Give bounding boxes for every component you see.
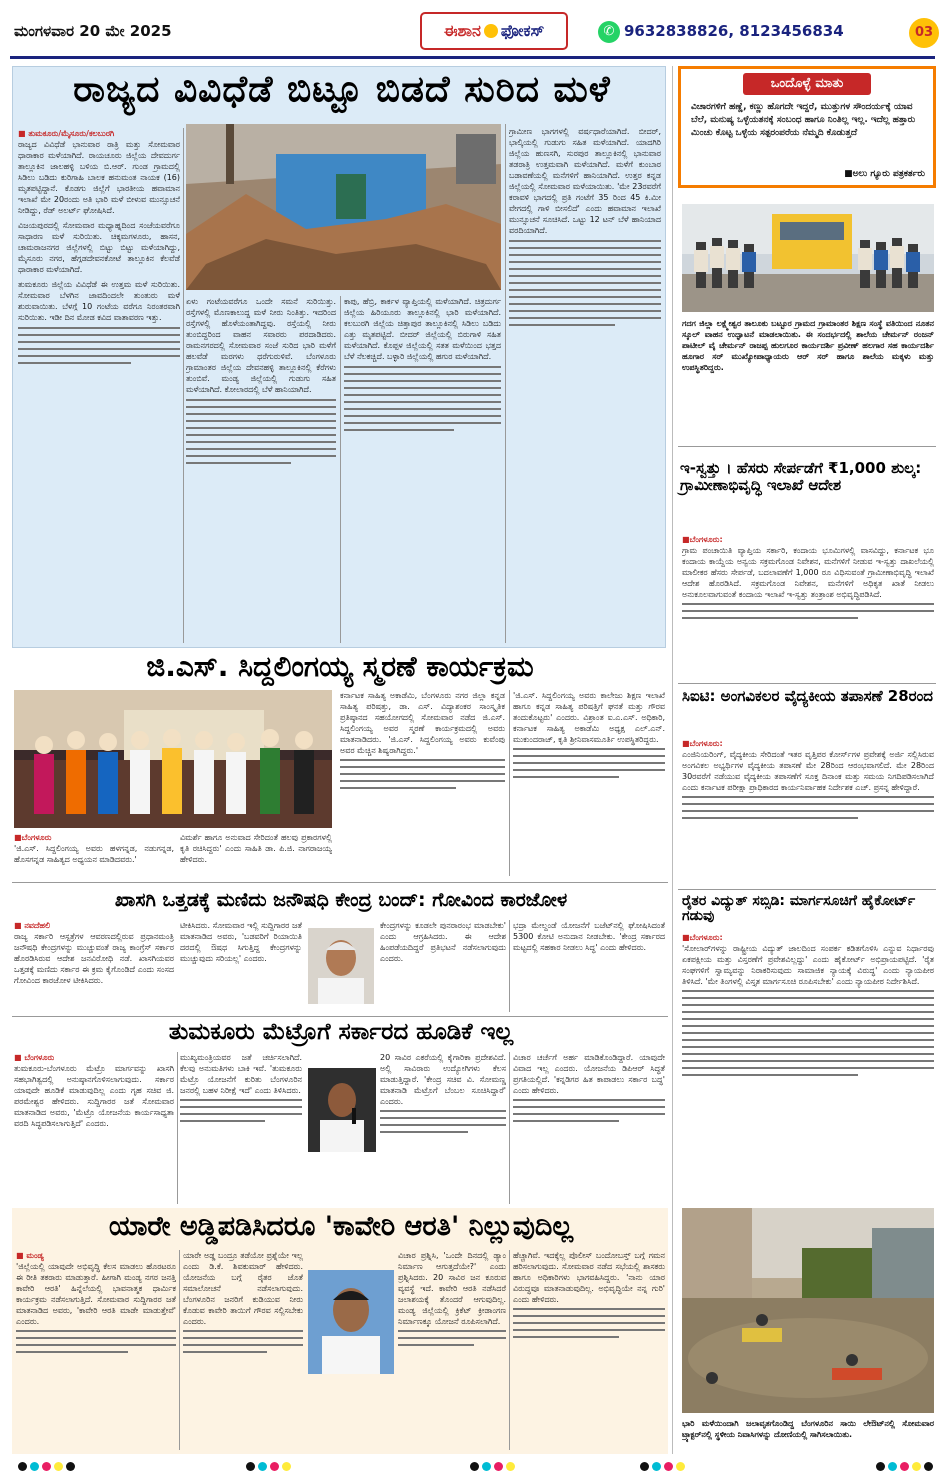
metro-col2: [180, 1052, 302, 1204]
newspaper-logo[interactable]: [420, 12, 568, 50]
lead-col2-text: ಏಳು ಗಂಟೆಯವರೆಗೂ ಒಂದೇ ಸಮನೆ ಸುರಿಯಿತ್ತು. ರಸ್ತೆಗಳಲ್ಲಿ ಮೊಣಕಾಲುದ್ದ ಮಳೆ ನೀರು ನಿಂತಿತ್ತು. ಇದರಿಂದ ರಸ್ತೆಗಳಲ್ಲಿ ಹೊಳೆಯಂತಾಗಿದ್ದವು. ರಸ್ತೆಯಲ್ಲಿ ನೀರು ತುಂಬಿದ್ದರಿಂದ ವಾಹನ ಸವಾರರು ಪರದಾಡಿದರು. ರಾಮನಗರದಲ್ಲಿ ಸೋಮವಾರ ಸಂಜೆ ಸುರಿದ ಭಾರಿ ಮಳೆಗೆ ಹಲವೆಡೆ ಮರಗಳು ಧರೆಗುರುಳಿವೆ. ಬೆಂಗಳೂರು ಗ್ರಾಮಾಂತರ ಜಿಲ್ಲೆಯ ದೇವನಹಳ್ಳಿ ತಾಲ್ಲೂಕಿನಲ್ಲಿ ಕೆರೆಗಳು ತುಂಬಿವೆ. ಮಂಡ್ಯ ಜಿಲ್ಲೆಯಲ್ಲಿ ಗುಡುಗು ಸಹಿತ ಮಳೆಯಾಗಿದೆ. ಕೋಲಾರದಲ್ಲಿ ಬೆಳೆ ಹಾನಿಯಾಗಿದೆ.: [186, 297, 336, 394]
siddalingaiah-col4-text: 'ಜಿ.ಎಸ್. ಸಿದ್ದಲಿಂಗಯ್ಯ ಅವರು ಕಾಲೇಜು ಶಿಕ್ಷಣ ಇಲಾಖೆ ಹಾಗೂ ಕನ್ನಡ ಸಾಹಿತ್ಯ ಪರಿಷತ್ತಿಗೆ ಘನತೆ ಮತ್ತು ಗೌರವ ತಂದುಕೊಟ್ಟರು' ಎಂದರು. ವಿಶ್ರಾಂತ ಐ.ಎ.ಎಸ್. ಅಧಿಕಾರಿ, ಕರ್ನಾಟಕ ಸಾಹಿತ್ಯ ಅಕಾಡೆಮಿ ಅಧ್ಯಕ್ಷ ಎಲ್.ಎನ್. ಮುಕುಂದರಾಜ್, ಕೃತಿ ಶ್ರೀನಿವಾಸಮೂರ್ತಿ ಉಪಸ್ಥಿತರಿದ್ದರು.: [513, 691, 665, 744]
school-bus-photo: [682, 204, 934, 312]
kaveri-dateline: ■ ಮಂಡ್ಯ: [16, 1251, 44, 1260]
lead-column-2: [186, 296, 336, 643]
kaveri-col4: [513, 1250, 665, 1450]
parameshwara-portrait-graphic: [308, 1068, 376, 1152]
reg-dot: [246, 1462, 255, 1471]
lead-col1-para2: ವಿಜಯಪುರದಲ್ಲಿ ಸೋಮವಾರ ಮಧ್ಯಾಹ್ನದಿಂದ ಸಂಜೆಯವರೆಗೂ ಸಾಧಾರಣ ಮಳೆ ಸುರಿಯಿತು. ಚಿಕ್ಕಮಗಳೂರು, ಹಾಸನ, ಚಾಮರಾಜನಗರ ಜಿಲ್ಲೆಗಳಲ್ಲಿ ಬಿಟ್ಟು ಬಿಟ್ಟು ಮಳೆಯಾಗಿದ್ದು, ಮೈಸೂರು ನಗರ, ಹೆಗ್ಗಡದೇವನಕೋಟೆ ತಾಲ್ಲೂಕಿನ ಕೆಲವೆಡೆ ಧಾರಾಕಾರ ಮಳೆಯಾಗಿದೆ.: [18, 221, 180, 274]
reg-dot: [30, 1462, 39, 1471]
masthead: [0, 0, 945, 62]
siddalingaiah-headline[interactable]: ಜಿ.ಎಸ್. ಸಿದ್ದಲಿಂಗಯ್ಯ ಸ್ಮರಣೆ ಕಾರ್ಯಕ್ರಮ: [146, 650, 534, 683]
reg-dot: [258, 1462, 267, 1471]
e-swathu-body: [682, 534, 934, 680]
lead-column-1: [18, 128, 180, 643]
metro-headline[interactable]: ತುಮಕೂರು ಮೆಟ್ರೊಗೆ ಸರ್ಕಾರದ ಹೂಡಿಕೆ ಇಲ್ಲ: [168, 1019, 514, 1045]
cit-body: [682, 738, 934, 886]
reg-dot: [482, 1462, 491, 1471]
janaushadhi-col1-text: ರಾಜ್ಯ ಸರ್ಕಾರಿ ಆಸ್ಪತ್ರೆಗಳ ಆವರಣದಲ್ಲಿರುವ ಪ್ರಧಾನಮಂತ್ರಿ ಜನೌಷಧಿ ಕೇಂದ್ರಗಳನ್ನು ಮುಚ್ಚುವಂತೆ ರಾಜ್ಯ ಕಾಂಗ್ರೆಸ್ ಸರ್ಕಾರ ಹೊರಡಿಸಿರುವ ಆದೇಶ ಜನವಿರೋಧಿ ನಡೆ. ಖಾಸಗಿಯವರ ಒತ್ತಡಕ್ಕೆ ಮಣಿದು ಸರ್ಕಾರ ಈ ಕ್ರಮ ಕೈಗೊಂಡಿದೆ ಎಂದು ಸಂಸದ ಗೋವಿಂದ ಕಾರಜೋಳ ಟೀಕಿಸಿದರು.: [14, 932, 174, 985]
reg-dot: [912, 1462, 921, 1471]
lead-col3-text: ಕಾಪು, ಹೆಬ್ರಿ, ಕಾರ್ಕಳ ವ್ಯಾಪ್ತಿಯಲ್ಲಿ ಮಳೆಯಾಗಿದೆ. ಚಿತ್ರದುರ್ಗ ಜಿಲ್ಲೆಯ ಹಿರಿಯೂರು ತಾಲ್ಲೂಕಿನಲ್ಲಿ ಭಾರಿ ಮಳೆಯಾಗಿದೆ. ಕಲಬುರಗಿ ಜಿಲ್ಲೆಯ ಚಿತ್ತಾಪುರ ತಾಲ್ಲೂಕಿನಲ್ಲಿ ಸಿಡಿಲು ಬಡಿದು ಎತ್ತು ಮೃತಪಟ್ಟಿದೆ. ಬೀದರ್ ಜಿಲ್ಲೆಯಲ್ಲಿ ಬಿರುಗಾಳಿ ಸಹಿತ ಮಳೆಯಾಗಿದೆ. ಕೊಪ್ಪಳ ಜಿಲ್ಲೆಯಲ್ಲಿ ಸತತ ಮಳೆಯಿಂದ ಭತ್ತದ ಬೆಳೆ ನೆಲಕಚ್ಚಿದೆ. ಬಳ್ಳಾರಿ ಜಿಲ್ಲೆಯಲ್ಲಿ ಹಗುರ ಮಳೆಯಾಗಿದೆ.: [344, 297, 501, 361]
cit-dateline: ■ಬೆಂಗಳೂರು:: [682, 739, 723, 748]
cit-headline[interactable]: ಸಿಐಟಿ: ಅಂಗವಿಕಲರ ವೈದ್ಯಕೀಯ ತಪಾಸಣೆ 28ರಂದ: [682, 687, 933, 705]
karajol-portrait: [308, 928, 374, 1004]
siddalingaiah-dateline: ■ಬೆಂಗಳೂರು: [14, 833, 52, 842]
reg-dot: [924, 1462, 933, 1471]
lead-photo-collapsed-house: [186, 124, 501, 290]
reg-dot: [506, 1462, 515, 1471]
lead-column-4: [509, 126, 661, 643]
reg-dot: [876, 1462, 885, 1471]
school-bus-graphic: [682, 204, 934, 312]
siddalingaiah-col3: [340, 690, 505, 876]
e-swathu-dateline: ■ಬೆಂಗಳೂರು:: [682, 535, 723, 544]
quote-body: ವಿಚಾರಗಳಿಗೆ ಹಣ್ಣೆ, ಕಣ್ಣು ಹೊಗದೇ ಇದ್ದರೆ, ಮುತ್ತುಗಳ ಸೌಂದರ್ಯಕ್ಕೆ ಯಾವ ಬೆಲೆ, ಮನುಷ್ಯ ಒಳ್ಳೆಯತನಕ್ಕೆ ಸಂಬಂಧ ಹಾಗೂ ನಿಂತಿಲ್ಲ ಇಲ್ಲ. ಇದೆಲ್ಲ ಹತ್ತಾರು ಮಿಂಚು ಕೊಟ್ಟ ಒಳ್ಳೆಯ ಸತ್ಪರಂಪರೆಯ ನೆಮ್ಮದಿ ಕೊಡುತ್ತದೆ: [691, 102, 916, 138]
quote-box: [678, 66, 936, 188]
siddalingaiah-caption: [14, 832, 174, 876]
shivakumar-portrait: [308, 1270, 394, 1374]
metro-col1: [14, 1052, 174, 1204]
siddalingaiah-col2: ವಿಮರ್ಶೆ ಹಾಗೂ ಅನುವಾದ ಸೇರಿದಂತೆ ಹಲವು ಪ್ರಕಾರಗಳಲ್ಲಿ ಕೃತಿ ರಚಿಸಿದ್ದರು' ಎಂದು ಸಾಹಿತಿ ಡಾ. ಪಿ.ಜಿ. ನಾಗರಾಜಯ್ಯ ಹೇಳಿದರು.: [180, 833, 332, 864]
logo-emblem-icon: [484, 24, 498, 38]
reg-dot: [66, 1462, 75, 1471]
quote-author: ■ಅಲು ಗ್ಯೂರು ಪತ್ರಕರ್ತರು: [844, 169, 925, 179]
school-bus-caption: ಗದಗ ಜಿಲ್ಲಾ ಲಕ್ಷ್ಮೇಶ್ವರ ತಾಲೂಕು ಬಟ್ಟೂರ ಗ್ರಾಮದ ಗ್ರಾಮಾಂತರ ಶಿಕ್ಷಣ ಸಂಸ್ಥೆ ವತಿಯಿಂದ ನೂತನ ಸ್ಕೂಲ್ ವಾಹನ ಉದ್ಘಾಟನೆ ಮಾಡಲಾಯಿತು. ಈ ಸಂದರ್ಭದಲ್ಲಿ ಶಾಲೆಯ ಚೇರ್ಮನ್ ರಂಜನ್ ಪಾಟೀಲ್ ವೈ ಚೇರ್ಮನ್ ರಾಜಪ್ಪ ಹುಲಗೂರ ಕಾರ್ಯದರ್ಶಿ ಪ್ರವೀಣ್ ಹಲಗಾರ ಸಹ ಕಾರ್ಯದರ್ಶಿ ಹೂಗಾರ ಸರ್ ಮುಖ್ಯೋಪಾಧ್ಯಾಯರು ಆರ್ ಸರ್ ಹಾಗೂ ಶಾಲೆಯ ಮಕ್ಕಳು ಮತ್ತು ಉಪಸ್ಥಿತರಿದ್ದರು.: [682, 319, 934, 372]
siddalingaiah-event-photo: [14, 690, 332, 828]
logo-part1: ಈಶಾನ: [443, 21, 481, 40]
siddalingaiah-col3-text: ಕರ್ನಾಟಕ ಸಾಹಿತ್ಯ ಅಕಾಡೆಮಿ, ಬೆಂಗಳೂರು ನಗರ ಜಿಲ್ಲಾ ಕನ್ನಡ ಸಾಹಿತ್ಯ ಪರಿಷತ್ತು, ಡಾ. ಎಸ್. ವಿದ್ಯಾಶಂಕರ ಸಾಂಸ್ಕೃತಿಕ ಪ್ರತಿಷ್ಠಾನದ ಸಹಯೋಗದಲ್ಲಿ ಸೋಮವಾರ ನಡೆದ ಜಿ.ಎಸ್. ಸಿದ್ದಲಿಂಗಯ್ಯ ಅವರ ಸ್ಮರಣೆ ಕಾರ್ಯಕ್ರಮದಲ್ಲಿ ಅವರು ಮಾತನಾಡಿದರು. 'ಜಿ.ಎಸ್. ಸಿದ್ದಲಿಂಗಯ್ಯ ಅವರು ಕುವೆಂಪು ಅವರ ಮೆಚ್ಚಿನ ಶಿಷ್ಯರಾಗಿದ್ದರು.': [340, 691, 505, 755]
reg-dot: [888, 1462, 897, 1471]
janaushadhi-headline[interactable]: ಖಾಸಗಿ ಒತ್ತಡಕ್ಕೆ ಮಣಿದು ಜನೌಷಧಿ ಕೇಂದ್ರ ಬಂದ್: ಗೋವಿಂದ ಕಾರಜೋಳ: [114, 889, 568, 911]
lead-intro: ರಾಜ್ಯದ ವಿವಿಧೆಡೆ ಭಾನುವಾರ ರಾತ್ರಿ ಮತ್ತು ಸೋಮವಾರ ಧಾರಾಕಾರ ಮಳೆಯಾಗಿದೆ. ರಾಯಚೂರು ಜಿಲ್ಲೆಯ ದೇವದುರ್ಗ ತಾಲ್ಲೂಕಿನ ಜಾಲಹಳ್ಳಿ ಬಳಿಯ ಬಿ.ಆರ್. ಗುಂಡ ಗ್ರಾಮದಲ್ಲಿ ಸಿಡಿಲು ಬಡಿದು ಕುರಿಗಾಹಿ ಬಾಲಕ ಹನುಮಂತ ನಾಯಕ (16) ಮೃತಪಟ್ಟಿದ್ದಾನೆ. ಕೊಡಗು ಜಿಲ್ಲೆಗೆ ಭಾರತೀಯ ಹವಾಮಾನ ಇಲಾಖೆ ಮೇ 20ರಂದು ಅತಿ ಭಾರಿ ಮಳೆ ಬೀಳುವ ಮುನ್ಸೂಚನೆ ನೀಡಿದ್ದು, ರೆಡ್ ಅಲರ್ಟ್ ಘೋಷಿಸಿದೆ.: [18, 140, 180, 215]
janaushadhi-col1: [14, 920, 174, 1012]
page-number: 03: [909, 18, 939, 48]
cit-text: ಎಂಜಿನಿಯರಿಂಗ್, ವೈದ್ಯಕೀಯ ಸೇರಿದಂತೆ ಇತರ ವೃತ್ತಿಪರ ಕೋರ್ಸ್‌ಗಳ ಪ್ರವೇಶಕ್ಕೆ ಅರ್ಜಿ ಸಲ್ಲಿಸಿರುವ ಅಂಗವಿಕಲ ಅಭ್ಯರ್ಥಿಗಳ ವೈದ್ಯಕೀಯ ತಪಾಸಣೆ ಮೇ 28ರಿಂದ ಆರಂಭವಾಗಲಿದೆ. ಮೇ 28ರಿಂದ 30ರವರೆಗೆ ನಡೆಯುವ ವೈದ್ಯಕೀಯ ತಪಾಸಣೆಗೆ ಸೂಕ್ತ ದಿನಾಂಕ ಮತ್ತು ಸಮಯ ನಿಗದಿಪಡಿಸಲಾಗಿದೆ ಎಂದು ಕರ್ನಾಟಕ ಪರೀಕ್ಷಾ ಪ್ರಾಧಿಕಾರದ ಕಾರ್ಯನಿರ್ವಾಹಕ ನಿರ್ದೇಶಕ ಎಚ್. ಪ್ರಸನ್ನ ಹೇಳಿದ್ದಾರೆ.: [682, 750, 934, 792]
whatsapp-icon: ✆: [598, 21, 620, 43]
janaushadhi-col4: ಭದ್ರಾ ಮೇಲ್ದಂಡೆ ಯೋಜನೆಗೆ ಬಜೆಟ್‌ನಲ್ಲಿ ಘೋಷಿಸಿದಂತೆ 5300 ಕೋಟಿ ಅನುದಾನ ನೀಡಬೇಕು. 'ಕೇಂದ್ರ ಸರ್ಕಾರದ ಮಟ್ಟದಲ್ಲಿ ಸಹಕಾರ ನೀಡಲು ಸಿದ್ಧ' ಎಂದು ಹೇಳಿದರು.: [513, 921, 665, 952]
reg-dot: [664, 1462, 673, 1471]
flood-photo-graphic: [682, 1208, 934, 1413]
reg-dot: [42, 1462, 51, 1471]
metro-col3-text: 20 ಸಾವಿರ ಎಕರೆಯಲ್ಲಿ ಕೈಗಾರಿಕಾ ಪ್ರದೇಶವಿದೆ. ಅಲ್ಲಿ ಸಾವಿರಾರು ಉದ್ಯೋಗಿಗಳು ಕೆಲಸ ಮಾಡುತ್ತಿದ್ದಾರೆ. 'ಕೇಂದ್ರ ಸಚಿವ ವಿ. ಸೋಮಣ್ಣ ಮಾತನಾಡಿ ಮೆಟ್ರೊಗೆ ಬೆಂಬಲ ಸೂಚಿಸಿದ್ದಾರೆ' ಎಂದರು.: [380, 1053, 506, 1106]
lead-photo-graphic: [186, 124, 501, 290]
raitara-dateline: ■ಬೆಂಗಳೂರು:: [682, 933, 723, 942]
metro-col4-text: ವಿಚಾರ ಚರ್ಚೆಗೆ ಅರ್ಹ ಮಾಡಿಕೊಂಡಿದ್ದಾರೆ. ಯಾವುದೇ ವಿವಾದ ಇಲ್ಲ ಎಂದರು. ಯೋಜನೆಯ ಡಿಪಿಆರ್ ಸಿದ್ಧತೆ ಪ್ರಗತಿಯಲ್ಲಿದೆ. 'ಕನ್ನಡಿಗರ ಹಿತ ಕಾಪಾಡಲು ಸರ್ಕಾರ ಬದ್ಧ' ಎಂದು ಹೇಳಿದರು.: [513, 1053, 665, 1095]
kaveri-col2-text: ಯಾರೇ ಅಡ್ಡ ಬಂದ್ರೂ ತಡೆಯೋ ಪ್ರಶ್ನೆಯೇ ಇಲ್ಲ ಎಂದು ಡಿ.ಕೆ. ಶಿವಕುಮಾರ್ ಹೇಳಿದರು. ಯೋಜನೆಯ ಬಗ್ಗೆ ರೈತರ ಜೊತೆ ಸಮಾಲೋಚನೆ ನಡೆಸಲಾಗುವುದು. ಬೆಂಗಳೂರಿನ ಜನರಿಗೆ ಕುಡಿಯುವ ನೀರು ಕೊಡುವ ಕಾವೇರಿ ತಾಯಿಗೆ ಗೌರವ ಸಲ್ಲಿಸಬೇಕು ಎಂದರು.: [183, 1251, 303, 1326]
reg-dot: [282, 1462, 291, 1471]
reg-dot: [54, 1462, 63, 1471]
lead-col1-para3: ತುಮಕೂರು ಜಿಲ್ಲೆಯ ವಿವಿಧೆಡೆ ಈ ಉತ್ತಮ ಮಳೆ ಸುರಿಯಿತು. ಸೋಮವಾರ ಬೆಳಗಿನ ಜಾವದಿಂದಲೇ ತುಂತುರು ಮಳೆ ಶುರುವಾಯಿತು. ಬೆಳಗ್ಗೆ 10 ಗಂಟೆಯ ವರೆಗೂ ನಿರಂತರವಾಗಿ ಸುರಿಯಿತು. ಇಡೀ ದಿನ ಮೋಡ ಕವಿದ ವಾತಾವರಣ ಇತ್ತು.: [18, 280, 180, 322]
reg-dot: [676, 1462, 685, 1471]
metro-col3: [380, 1052, 506, 1204]
lead-headline[interactable]: ರಾಜ್ಯದ ವಿವಿಧೆಡೆ ಬಿಟ್ಟೂ ಬಿಡದೆ ಸುರಿದ ಮಳೆ: [73, 69, 611, 110]
quote-title: ಒಂದೊಳ್ಳೆ ಮಾತು: [743, 73, 871, 95]
karajol-portrait-graphic: [308, 928, 374, 1004]
contact-phone[interactable]: 9632838826, 8123456834: [624, 22, 844, 40]
e-swathu-headline[interactable]: ಇ-ಸ್ವತ್ತು । ಹೆಸರು ಸೇರ್ಪಡೆಗೆ ₹1,000 ಶುಲ್ಕ: ಗ್ರಾಮೀಣಾಭಿವೃದ್ಧಿ ಇಲಾಖೆ ಆದೇಶ: [680, 459, 922, 494]
kaveri-col4-text: ಹೆಚ್ಚಾಗಿವೆ. ಇದಕ್ಕೆಲ್ಲ ಪೊಲೀಸ್ ಬಂದೋಬಸ್ತ್ ಬಗ್ಗೆ ಗಮನ ಹರಿಸಲಾಗುವುದು. ಸೋಮವಾರ ನಡೆದ ಸಭೆಯಲ್ಲಿ ಶಾಸಕರು ಹಾಗೂ ಅಧಿಕಾರಿಗಳು ಭಾಗವಹಿಸಿದ್ದರು. 'ನಾನು ಯಾರ ವಿರುದ್ಧವೂ ಮಾತನಾಡುವುದಿಲ್ಲ. ಅಭಿವೃದ್ಧಿಯೇ ನನ್ನ ಗುರಿ' ಎಂದು ಹೇಳಿದರು.: [513, 1251, 665, 1304]
raitara-body: [682, 932, 934, 1200]
reg-dot: [470, 1462, 479, 1471]
metro-dateline: ■ ಬೆಂಗಳೂರು: [14, 1053, 55, 1062]
metro-col2-text: ಮುಖ್ಯಮಂತ್ರಿಯವರ ಜತೆ ಚರ್ಚಿಸಲಾಗಿದೆ. ಕೆಲವು ಅನುಮತಿಗಳು ಬಾಕಿ ಇವೆ. 'ತುಮಕೂರು ಮೆಟ್ರೊ ಯೋಜನೆಗೆ ಕುರಿತು ಬೆಂಗಳೂರಿನ ಜನರಲ್ಲಿ ಬಹಳ ನಿರೀಕ್ಷೆ ಇದೆ' ಎಂದು ತಿಳಿಸಿದರು.: [180, 1053, 302, 1095]
e-swathu-text: ಗ್ರಾಮ ಪಂಚಾಯಿತಿ ವ್ಯಾಪ್ತಿಯ ಸರ್ಕಾರಿ, ಕಂದಾಯ ಭೂಮಿಗಳಲ್ಲಿ ವಾಸವಿದ್ದು, ಕರ್ನಾಟಕ ಭೂ ಕಂದಾಯ ಕಾಯ್ದೆಯ ಅನ್ವಯ ಸಕ್ರಮಗೊಂಡ ನಿವೇಶನ, ಮನೆಗಳಿಗೆ ನೀಡುವ ಇ-ಸ್ವತ್ತು ದಾಖಲೆಯಲ್ಲಿ ಮಾಲೀಕರ ಹೆಸರು ಸೇರ್ಪಡೆ, ಬದಲಾವಣೆಗೆ 1,000 ರೂ ವಿಧಿಸುವಂತೆ ಗ್ರಾಮೀಣಾಭಿವೃದ್ಧಿ ಇಲಾಖೆ ಆದೇಶ ಹೊರಡಿಸಿದೆ. ಸಕ್ರಮಗೊಂಡ ನಿವೇಶನ, ಮನೆಗಳಿಗೆ ಅಧಿಕೃತ ಖಾತೆ ನೀಡಲು ಅನುಕೂಲವಾಗುವಂತೆ ಕಂದಾಯ ಇಲಾಖೆ ಇ-ಸ್ವತ್ತು ತಂತ್ರಾಂಶ ಅಭಿವೃದ್ಧಿಪಡಿಸಿದೆ.: [682, 546, 934, 599]
issue-date: ಮಂಗಳವಾರ 20 ಮೇ 2025: [14, 22, 172, 40]
reg-dot: [270, 1462, 279, 1471]
reg-dot: [494, 1462, 503, 1471]
reg-dot: [18, 1462, 27, 1471]
janaushadhi-dateline: ■ ನವದೆಹಲಿ: [14, 921, 51, 930]
siddalingaiah-col4: [513, 690, 665, 876]
raitara-headline[interactable]: ರೈತರ ವಿದ್ಯುತ್ ಸಬ್ಸಿಡಿ: ಮಾರ್ಗಸೂಚಿಗೆ ಹೈಕೋರ್ಟ್ ಗಡುವು: [682, 893, 916, 925]
siddalingaiah-caption-text: 'ಜಿ.ಎಸ್. ಸಿದ್ದಲಿಂಗಯ್ಯ ಅವರು ಹಳಗನ್ನಡ, ನಡುಗನ್ನಡ, ಹೊಸಗನ್ನಡ ಸಾಹಿತ್ಯದ ಅಧ್ಯಯನ ಮಾಡಿದವರು.': [14, 844, 174, 864]
parameshwara-portrait: [308, 1068, 376, 1152]
event-photo-graphic: [14, 690, 332, 828]
masthead-rule: [10, 56, 935, 59]
shivakumar-portrait-graphic: [308, 1270, 394, 1374]
janaushadhi-col2: ಟೀಕಿಸಿದರು. ಸೋಮವಾರ ಇಲ್ಲಿ ಸುದ್ದಿಗಾರರ ಜತೆ ಮಾತನಾಡಿದ ಅವರು, 'ಬಡವರಿಗೆ ರಿಯಾಯಿತಿ ದರದಲ್ಲಿ ಔಷಧ ಸಿಗುತ್ತಿದ್ದ ಕೇಂದ್ರಗಳನ್ನು ಮುಚ್ಚುವುದು ಸರಿಯಲ್ಲ' ಎಂದರು.: [180, 921, 302, 963]
metro-col1-text: ತುಮಕೂರು-ಬೆಂಗಳೂರು ಮೆಟ್ರೊ ಮಾರ್ಗವನ್ನು ಖಾಸಗಿ ಸಹಭಾಗಿತ್ವದಲ್ಲಿ ಅನುಷ್ಠಾನಗೊಳಿಸಲಾಗುವುದು. ಸರ್ಕಾರ ಯಾವುದೇ ಹೂಡಿಕೆ ಮಾಡುವುದಿಲ್ಲ ಎಂದು ಗೃಹ ಸಚಿವ ಜಿ. ಪರಮೇಶ್ವರ ಹೇಳಿದರು. ಸುದ್ದಿಗಾರರ ಜತೆ ಸೋಮವಾರ ಮಾತನಾಡಿದ ಅವರು, 'ಮೆಟ್ರೊ ಯೋಜನೆಯ ಕಾರ್ಯಸಾಧ್ಯತಾ ವರದಿ ಸಿದ್ಧಪಡಿಸಲಾಗುತ್ತಿದೆ' ಎಂದರು.: [14, 1064, 174, 1128]
flood-photo: [682, 1208, 934, 1413]
kaveri-col3: [398, 1250, 506, 1450]
registration-dots: [0, 1458, 945, 1475]
kaveri-col1: [16, 1250, 176, 1450]
logo-part2: ಫೋಕಸ್: [500, 21, 545, 40]
metro-col4: [513, 1052, 665, 1204]
kaveri-headline[interactable]: ಯಾರೇ ಅಡ್ಡಿಪಡಿಸಿದರೂ 'ಕಾವೇರಿ ಆರತಿ' ನಿಲ್ಲುವುದಿಲ್ಲ: [108, 1211, 574, 1242]
kaveri-col3-text: ವಿಚಾರ ಪ್ರಶ್ನಿಸಿ, 'ಒಂದೇ ದಿನದಲ್ಲಿ ಡ್ಯಾಂ ನಿರ್ಮಾಣ ಆಗುತ್ತದೆಯೇ?' ಎಂದು ಪ್ರಶ್ನಿಸಿದರು. 20 ಸಾವಿರ ಜನ ಕೂರುವ ವ್ಯವಸ್ಥೆ ಇದೆ. ಕಾವೇರಿ ಆರತಿ ನಡೆಸಿದರೆ ಜಲಾಶಯಕ್ಕೆ ತೊಂದರೆ ಆಗುವುದಿಲ್ಲ. ಮಂಡ್ಯ ಜಿಲ್ಲೆಯಲ್ಲಿ ಕ್ರಿಕೆಟ್ ಕ್ರೀಡಾಂಗಣ ನಿರ್ಮಾಣಕ್ಕೂ ಯೋಜನೆ ರೂಪಿಸಲಾಗಿದೆ.: [398, 1251, 506, 1326]
lead-column-3: [344, 296, 501, 643]
lead-col4-text: ಗ್ರಾಮೀಣ ಭಾಗಗಳಲ್ಲಿ ವರ್ಷಧಾರೆಯಾಗಿದೆ. ಬೀದರ್, ಭಾಲ್ಕಿಯಲ್ಲಿ ಗುಡುಗು ಸಹಿತ ಮಳೆಯಾಗಿದೆ. ಯಾದಗಿರಿ ಜಿಲ್ಲೆಯ ಹುಣಸಗಿ, ಸುರಪುರ ತಾಲ್ಲೂಕಿನಲ್ಲಿ ಭಾನುವಾರ ತಡರಾತ್ರಿ ಉತ್ತಮವಾಗಿ ಮಳೆಯಾಗಿದೆ. ಮಳೆಗೆ ಕುಂಬಾರ ಬಡಾವಣೆಯಲ್ಲಿ ಮನೆಗಳಿಗೆ ಹಾನಿಯಾಗಿದೆ. ಉತ್ತರ ಕನ್ನಡ ಜಿಲ್ಲೆಯಲ್ಲಿ ಸೋಮವಾರ ಮಳೆಯಾಯಿತು. 'ಮೇ 23ರವರೆಗೆ ಕರಾವಳಿ ಭಾಗದಲ್ಲಿ ಪ್ರತಿ ಗಂಟೆಗೆ 35 ರಿಂದ 45 ಕಿ.ಮೀ ವೇಗದಲ್ಲಿ ಗಾಳಿ ಬೀಸಲಿದೆ' ಎಂದು ಹವಾಮಾನ ಇಲಾಖೆ ಮುನ್ಸೂಚನೆ ಸೂಚಿಸಿದೆ. ಒಟ್ಟು 12 ಟನ್ ಬೆಳೆ ಹಾನಿಯಾದ ವರದಿಯಾಗಿದೆ.: [509, 127, 661, 235]
flood-caption: ಭಾರಿ ಮಳೆಯಿಂದಾಗಿ ಜಲಾವೃತಗೊಂಡಿದ್ದ ಬೆಂಗಳೂರಿನ ಸಾಯಿ ಲೇಔಟ್‌ನಲ್ಲಿ ಸೋಮವಾರ ಟ್ರ್ಯಾಕ್ಟರ್‌ನಲ್ಲಿ ಸ್ಥಳೀಯ ನಿವಾಸಿಗಳನ್ನು ದೋಣಿಯಲ್ಲಿ ಸಾಗಿಸಲಾಯಿತು.: [682, 1419, 934, 1439]
kaveri-col1-text: 'ಜಿಲ್ಲೆಯಲ್ಲಿ ಯಾವುದೇ ಅಭಿವೃದ್ಧಿ ಕೆಲಸ ಮಾಡಲು ಹೊರಟರೂ ಈ ರೀತಿ ತಕರಾರು ಮಾಡುತ್ತಾರೆ. ಹೀಗಾಗಿ ಮಂಡ್ಯ ನಗರ ಜನತ್ತಿ ಕಾವೇರಿ ಆರತಿ' ಹಿನ್ನೆಲೆಯಲ್ಲಿ ಭಾವನಾತ್ಮಕ ಧಾರ್ಮಿಕ ಕಾರ್ಯಕ್ರಮ ನಡೆಸಲಾಗುತ್ತಿದೆ. ಸೋಮವಾರ ಸುದ್ದಿಗಾರರ ಜತೆ ಮಾತನಾಡಿದ ಅವರು, 'ಕಾವೇರಿ ಆರತಿ ಮಾಡೇ ಮಾಡುತ್ತೇವೆ' ಎಂದರು.: [16, 1262, 176, 1326]
reg-dot: [900, 1462, 909, 1471]
lead-dateline: ■ ತುಮಕೂರು/ಮೈಸೂರು/ಕಲಬುರಗಿ: [18, 129, 115, 138]
raitara-text: 'ಸೋಲಾರ್‌ಗಳನ್ನು ರಾಷ್ಟ್ರೀಯ ವಿದ್ಯುತ್ ಜಾಲದಿಂದ ಸಂಪರ್ಕ ಕಡಿತಗೊಳಿಸಿ ಎನ್ನುವ ನಿರ್ಧಾರವು ಏಕಪಕ್ಷೀಯ ಮತ್ತು ವಿಸ್ತರಣೆಗೆ ಪ್ರವೇಶವಿಲ್ಲದ್ದು' ಎಂದು ಹೈಕೋರ್ಟ್ ಅಭಿಪ್ರಾಯಪಟ್ಟಿದೆ. 'ರೈತ ಸಂಘಗಳಿಗೆ ಸ್ವಾಮ್ಯವನ್ನು ನಿರಾಕರಿಸುವುದು ಸಾಮಾಜಿಕ ನ್ಯಾಯಕ್ಕೆ ವಿರುದ್ಧ' ಎಂದು ನ್ಯಾಯಪೀಠ ತಿಳಿಸಿದೆ. 'ಮೇ ತಿಂಗಳಲ್ಲಿ ವಿಸ್ತೃತ ಮಾರ್ಗಸೂಚಿ ರೂಪಿಸಬೇಕು' ಎಂದು ನ್ಯಾಯಪೀಠ ನಿರ್ದೇಶಿಸಿದೆ.: [682, 944, 934, 986]
kaveri-col2: [183, 1250, 303, 1450]
reg-dot: [640, 1462, 649, 1471]
reg-dot: [652, 1462, 661, 1471]
janaushadhi-col3: ಕೇಂದ್ರಗಳನ್ನು ಕೂಡಲೇ ಪುನರಾರಂಭ ಮಾಡಬೇಕು' ಎಂದು ಆಗ್ರಹಿಸಿದರು. ಈ ಆದೇಶ ಹಿಂಪಡೆಯದಿದ್ದರೆ ಪ್ರತಿಭಟನೆ ನಡೆಸಲಾಗುವುದು ಎಂದರು.: [380, 921, 506, 963]
